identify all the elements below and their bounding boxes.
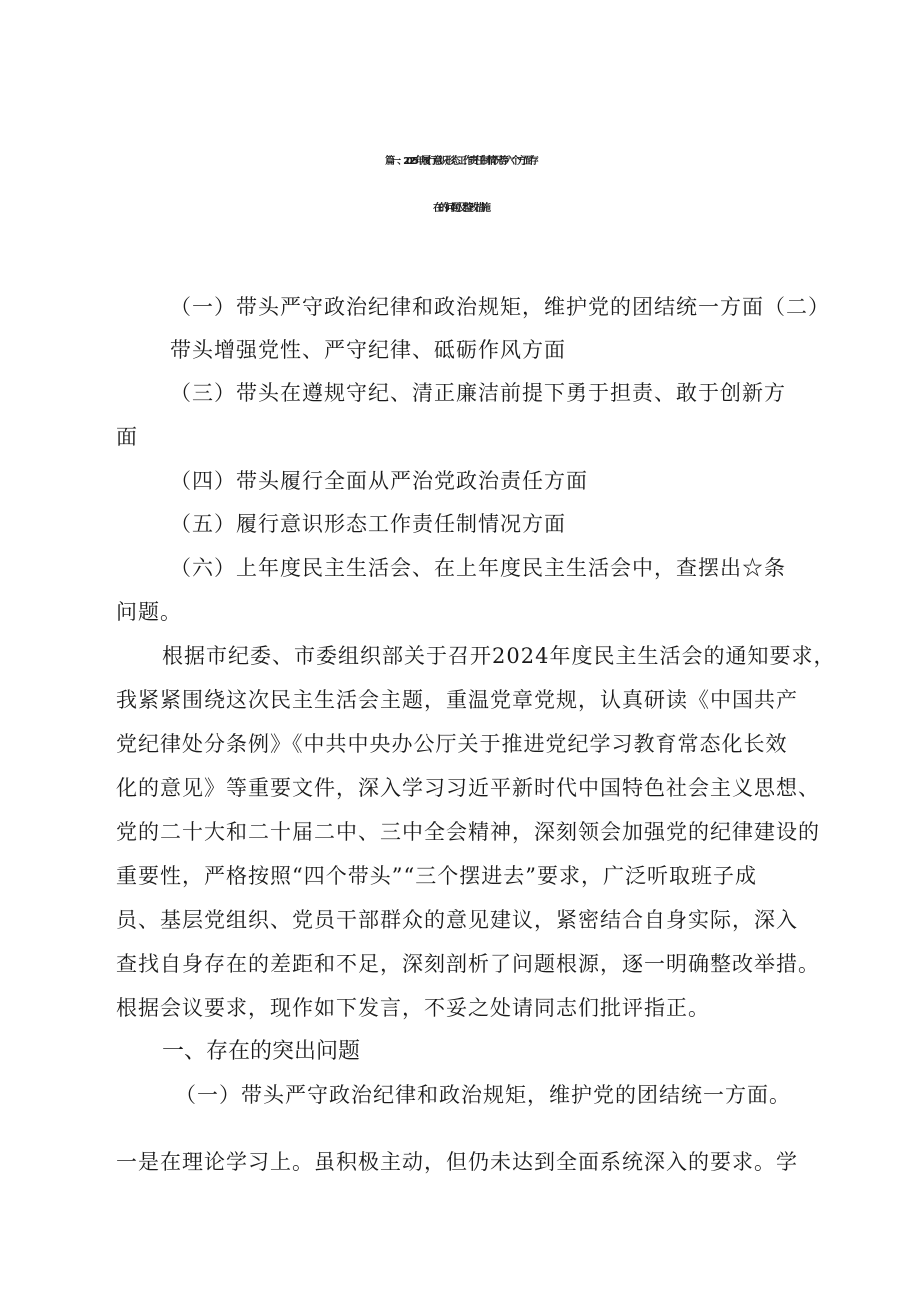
subsection-heading: （一）带头严守政治纪律和政治规矩，维护党的团结统一方面。 bbox=[175, 1083, 791, 1107]
toc-item: （五）履行意识形态工作责任制情况方面 bbox=[170, 512, 566, 536]
intro-line: 根据会议要求，现作如下发言，不妥之处请同志们批评指正。 bbox=[116, 996, 710, 1020]
toc-item: 带头增强党性、严守纪律、砥砺作风方面 bbox=[170, 338, 566, 362]
document-title-line-1: 篇一、2025年履行意识形态工作责任制情况等六个方面存 bbox=[385, 156, 535, 167]
toc-item: （四）带头履行全面从严治党政治责任方面 bbox=[170, 469, 588, 493]
toc-item: 面 bbox=[116, 425, 138, 449]
body-paragraph-line: 一是在理论学习上。虽积极主动，但仍未达到全面系统深入的要求。学 bbox=[116, 1150, 798, 1174]
section-heading: 一、存在的突出问题 bbox=[162, 1039, 361, 1064]
toc-item: （三）带头在遵规守纪、清正廉洁前提下勇于担责、敢于创新方 bbox=[170, 381, 786, 405]
intro-line: 党纪律处分条例》《中共中央办公厅关于推进党纪学习教育常态化长效 bbox=[116, 732, 788, 756]
intro-line: 根据市纪委、市委组织部关于召开2024年度民主生活会的通知要求， bbox=[162, 644, 836, 668]
intro-line: 党的二十大和二十届二中、三中全会精神，深刻领会加强党的纪律建设的 bbox=[116, 820, 820, 844]
intro-line: 化的意见》等重要文件，深入学习习近平新时代中国特色社会主义思想、 bbox=[116, 776, 820, 800]
toc-item: 问题。 bbox=[116, 600, 182, 624]
intro-line: 查找自身存在的差距和不足，深刻剖析了问题根源，逐一明确整改举措。 bbox=[116, 952, 820, 976]
toc-item: （六）上年度民主生活会、在上年度民主生活会中，查摆出☆条 bbox=[170, 556, 786, 580]
document-title-line-2: 在的问题及整改措施 bbox=[433, 203, 487, 214]
intro-line: 重要性，严格按照“四个带头”“三个摆进去”要求，广泛听取班子成 bbox=[116, 864, 757, 888]
toc-item: （一）带头严守政治纪律和政治规矩，维护党的团结统一方面（二） bbox=[170, 295, 830, 319]
intro-line: 员、基层党组织、党员干部群众的意见建议，紧密结合自身实际，深入 bbox=[116, 908, 798, 932]
intro-line: 我紧紧围绕这次民主生活会主题，重温党章党规，认真研读《中国共产 bbox=[116, 688, 798, 712]
